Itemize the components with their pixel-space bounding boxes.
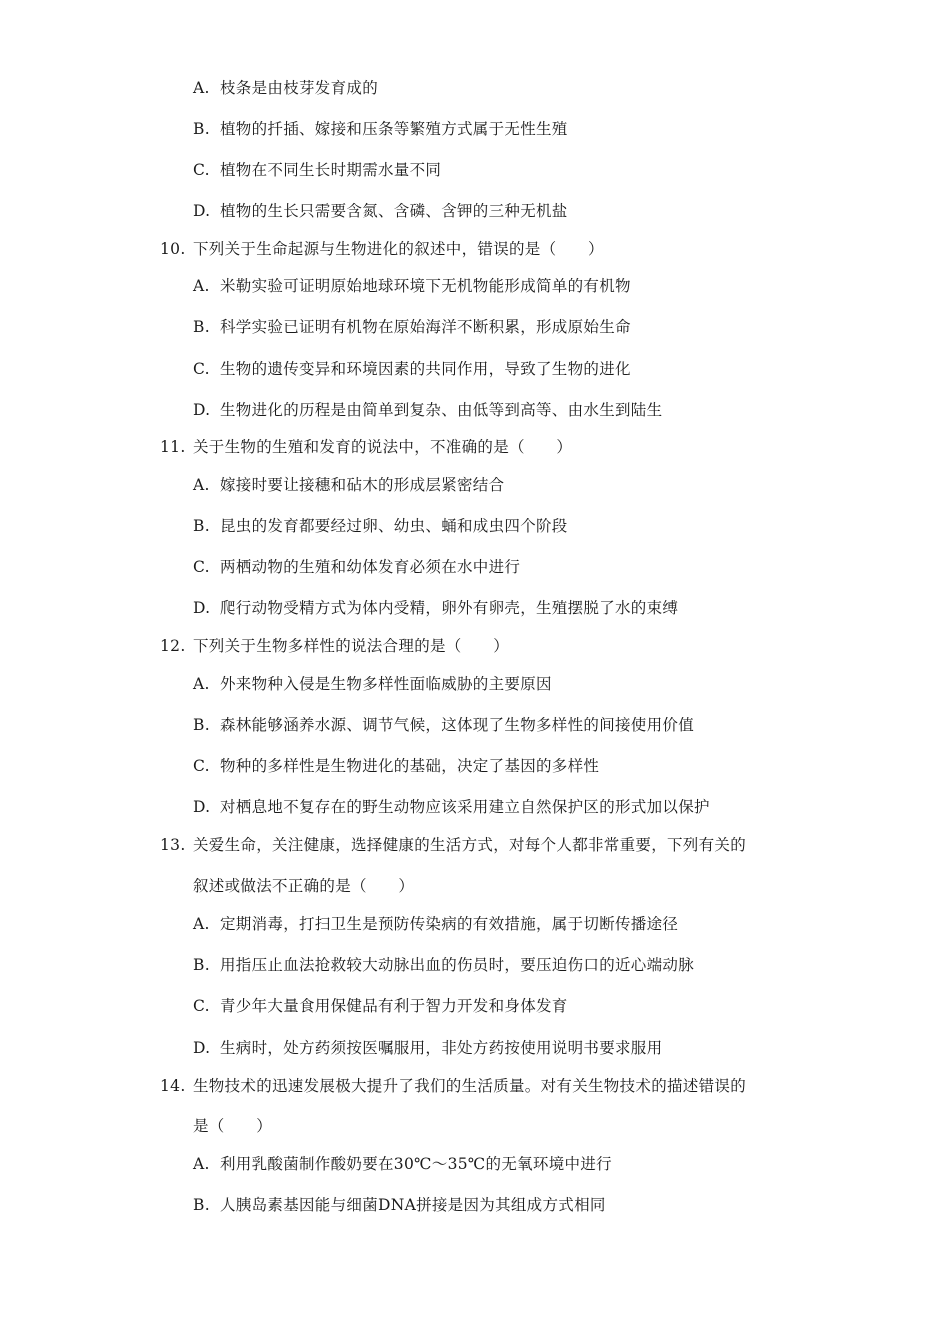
option-text: 植物在不同生长时期需水量不同 (220, 161, 442, 179)
question-text: 是（ ） (193, 1117, 273, 1135)
option-text: 科学实验已证明有机物在原始海洋不断积累，形成原始生命 (220, 318, 631, 336)
q13-option-d (193, 1038, 662, 1058)
option-letter: A. (193, 675, 210, 693)
option-text: 米勒实验可证明原始地球环境下无机物能形成简单的有机物 (220, 277, 631, 295)
q12-option-b (193, 715, 694, 735)
option-text: 青少年大量食用保健品有利于智力开发和身体发育 (220, 997, 568, 1015)
option-letter: B. (193, 318, 210, 336)
option-letter: A. (193, 1155, 210, 1173)
option-text: 物种的多样性是生物进化的基础，决定了基因的多样性 (220, 757, 600, 775)
option-text: 生物的遗传变异和环境因素的共同作用，导致了生物的进化 (220, 360, 631, 378)
option-text: 定期消毒，打扫卫生是预防传染病的有效措施，属于切断传播途径 (220, 915, 679, 933)
q13-stem (160, 835, 746, 855)
q12-option-d (193, 797, 710, 817)
question-number: 14. (160, 1077, 186, 1095)
question-number: 12. (160, 637, 186, 655)
question-text: 生物技术的迅速发展极大提升了我们的生活质量。对有关生物技术的描述错误的 (193, 1077, 747, 1095)
option-text: 昆虫的发育都要经过卵、幼虫、蛹和成虫四个阶段 (220, 517, 568, 535)
q11-option-d (193, 598, 678, 618)
option-letter: D. (193, 599, 211, 617)
option-letter: A. (193, 476, 210, 494)
option-text: 枝条是由枝芽发育成的 (220, 79, 379, 97)
question-text: 关于生物的生殖和发育的说法中，不准确的是（ ） (193, 438, 573, 456)
q14-stem-continued (193, 1116, 272, 1136)
option-text: 外来物种入侵是生物多样性面临威胁的主要原因 (220, 675, 552, 693)
option-letter: D. (193, 1039, 211, 1057)
option-letter: C. (193, 997, 210, 1015)
q10-stem (160, 239, 604, 259)
option-letter: D. (193, 401, 211, 419)
question-number: 10. (160, 240, 186, 258)
option-text: 用指压止血法抢救较大动脉出血的伤员时，要压迫伤口的近心端动脉 (220, 956, 695, 974)
q9-option-d (193, 201, 568, 221)
option-text: 嫁接时要让接穗和砧木的形成层紧密结合 (220, 476, 505, 494)
q13-option-b (193, 955, 694, 975)
question-number: 13. (160, 836, 186, 854)
q10-option-c (193, 359, 631, 379)
option-letter: D. (193, 202, 211, 220)
option-letter: B. (193, 716, 210, 734)
q13-option-c (193, 996, 568, 1016)
option-text: 森林能够涵养水源、调节气候，这体现了生物多样性的间接使用价值 (220, 716, 695, 734)
option-letter: C. (193, 558, 210, 576)
q10-option-d (193, 400, 662, 420)
q10-option-a (193, 276, 631, 296)
q11-stem (160, 437, 572, 457)
option-text: 生病时，处方药须按医嘱服用，非处方药按使用说明书要求服用 (220, 1039, 663, 1057)
option-text: 植物的生长只需要含氮、含磷、含钾的三种无机盐 (220, 202, 568, 220)
question-text: 关爱生命，关注健康，选择健康的生活方式，对每个人都非常重要，下列有关的 (193, 836, 747, 854)
q11-option-c (193, 557, 520, 577)
option-letter: D. (193, 798, 211, 816)
option-letter: A. (193, 277, 210, 295)
q10-option-b (193, 317, 631, 337)
q13-option-a (193, 914, 678, 934)
option-text: 爬行动物受精方式为体内受精，卵外有卵壳，生殖摆脱了水的束缚 (220, 599, 679, 617)
question-text: 叙述或做法不正确的是（ ） (193, 877, 415, 895)
q9-option-c (193, 160, 441, 180)
option-letter: C. (193, 161, 210, 179)
option-letter: B. (193, 517, 210, 535)
q9-option-a (193, 78, 378, 98)
q13-stem-continued (193, 876, 414, 896)
option-text: 利用乳酸菌制作酸奶要在30℃～35℃的无氧环境中进行 (220, 1155, 612, 1173)
q14-option-a (193, 1154, 612, 1174)
q12-option-a (193, 674, 552, 694)
q14-stem (160, 1076, 746, 1096)
q11-option-a (193, 475, 504, 495)
option-letter: C. (193, 360, 210, 378)
option-text: 生物进化的历程是由简单到复杂、由低等到高等、由水生到陆生 (220, 401, 663, 419)
q11-option-b (193, 516, 568, 536)
question-number: 11. (160, 438, 186, 456)
option-letter: A. (193, 915, 210, 933)
option-text: 人胰岛素基因能与细菌DNA拼接是因为其组成方式相同 (220, 1196, 606, 1214)
option-letter: C. (193, 757, 210, 775)
option-text: 对栖息地不复存在的野生动物应该采用建立自然保护区的形式加以保护 (220, 798, 710, 816)
option-letter: A. (193, 79, 210, 97)
option-letter: B. (193, 120, 210, 138)
option-text: 两栖动物的生殖和幼体发育必须在水中进行 (220, 558, 521, 576)
question-text: 下列关于生命起源与生物进化的叙述中，错误的是（ ） (193, 240, 604, 258)
question-text: 下列关于生物多样性的说法合理的是（ ） (193, 637, 510, 655)
option-letter: B. (193, 1196, 210, 1214)
option-letter: B. (193, 956, 210, 974)
q12-option-c (193, 756, 599, 776)
q9-option-b (193, 119, 568, 139)
option-text: 植物的扦插、嫁接和压条等繁殖方式属于无性生殖 (220, 120, 568, 138)
q14-option-b (193, 1195, 606, 1215)
q12-stem (160, 636, 509, 656)
